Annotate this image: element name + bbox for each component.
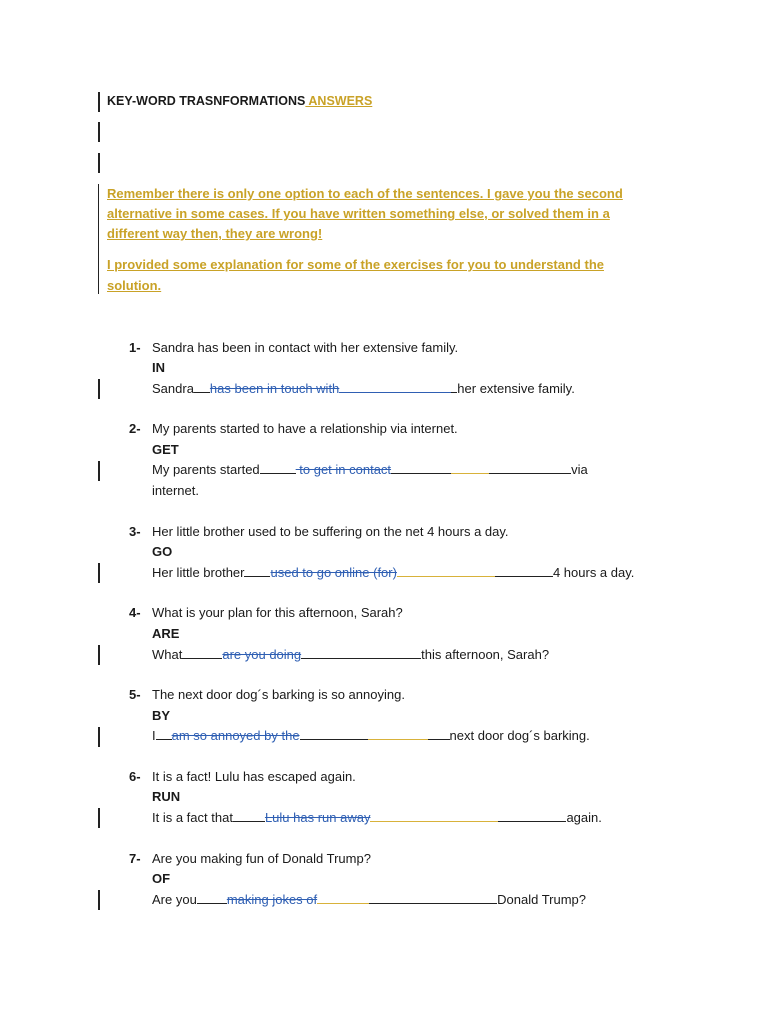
change-bar <box>98 890 100 910</box>
exercise-keyword: GET <box>152 442 179 457</box>
exercise-number: 1- <box>129 340 141 355</box>
change-bar <box>98 184 99 294</box>
answer-text: am so annoyed by the <box>171 728 300 743</box>
answer-suffix: her extensive family. <box>457 381 575 396</box>
change-bar <box>98 122 100 142</box>
answer-prefix: Her little brother <box>152 565 245 580</box>
answer-suffix: 4 hours a day. <box>552 565 635 580</box>
answer-prefix: What <box>152 647 183 662</box>
exercise-answer-line <box>152 647 549 662</box>
exercise-answer-line <box>152 728 590 743</box>
answer-prefix: My parents started <box>152 462 260 477</box>
change-bar <box>98 461 100 481</box>
exercise-answer-line <box>152 381 575 396</box>
exercise-keyword: GO <box>152 544 173 559</box>
exercise-sentence: Are you making fun of Donald Trump? <box>152 851 371 866</box>
exercise-answer-line <box>152 810 602 825</box>
answer-prefix: I <box>152 728 156 743</box>
answer-text: making jokes of <box>226 892 318 907</box>
exercise-keyword: BY <box>152 708 171 723</box>
exercise-number: 3- <box>129 524 141 539</box>
answer-suffix: Donald Trump? <box>497 892 587 907</box>
exercise-keyword: IN <box>152 360 165 375</box>
exercise-number: 4- <box>129 605 141 620</box>
change-bar <box>98 727 100 747</box>
answer-text: are you doing <box>222 647 302 662</box>
exercise-keyword: RUN <box>152 789 181 804</box>
exercise-sentence: Her little brother used to be suffering on the net 4 hours a day. <box>152 524 509 539</box>
answer-suffix: via <box>571 462 588 477</box>
answer-prefix: Are you <box>152 892 197 907</box>
answer-prefix: It is a fact that <box>152 810 233 825</box>
answer-text: has been in touch with <box>209 381 340 396</box>
note-line: solution. <box>107 278 162 293</box>
exercise-number: 7- <box>129 851 141 866</box>
note-line: I provided some explanation for some of the exercises for you to understand the <box>107 257 604 272</box>
exercise-sentence: It is a fact! Lulu has escaped again. <box>152 769 356 784</box>
exercise-sentence: Sandra has been in contact with her extensive family. <box>152 340 459 355</box>
answer-suffix: again. <box>566 810 602 825</box>
answer-suffix: next door dog´s barking. <box>449 728 590 743</box>
note-line: Remember there is only one option to each of the sentences. I gave you the second <box>107 186 623 201</box>
answers-label: ANSWERS <box>305 94 373 108</box>
exercise-answer-line <box>152 892 586 907</box>
exercise-keyword: OF <box>152 871 171 886</box>
exercise-sentence: The next door dog´s barking is so annoying. <box>152 687 405 702</box>
change-bar <box>98 808 100 828</box>
exercise-sentence: What is your plan for this afternoon, Sarah? <box>152 605 403 620</box>
change-bar <box>98 153 100 173</box>
exercise-answer-line <box>152 565 634 580</box>
answer-suffix-continued: internet. <box>152 483 199 498</box>
change-bar <box>98 563 100 583</box>
answer-text: Lulu has run away <box>264 810 371 825</box>
note-line: different way then, they are wrong! <box>107 226 323 241</box>
exercise-number: 2- <box>129 421 141 436</box>
change-bar <box>98 645 100 665</box>
exercise-answer-line <box>152 462 588 477</box>
answer-prefix: Sandra <box>152 381 194 396</box>
title-text: KEY-WORD TRASNFORMATIONS <box>107 94 306 108</box>
exercise-keyword: ARE <box>152 626 180 641</box>
change-bar <box>98 92 100 112</box>
page-title <box>107 94 372 108</box>
answer-text: to get in contact <box>295 462 392 477</box>
exercise-number: 6- <box>129 769 141 784</box>
exercise-sentence: My parents started to have a relationship via internet. <box>152 421 458 436</box>
answer-text: used to go online (for) <box>270 565 397 580</box>
exercise-number: 5- <box>129 687 141 702</box>
note-line: alternative in some cases. If you have written something else, or solved them in a <box>107 206 610 221</box>
answer-suffix: this afternoon, Sarah? <box>421 647 550 662</box>
change-bar <box>98 379 100 399</box>
